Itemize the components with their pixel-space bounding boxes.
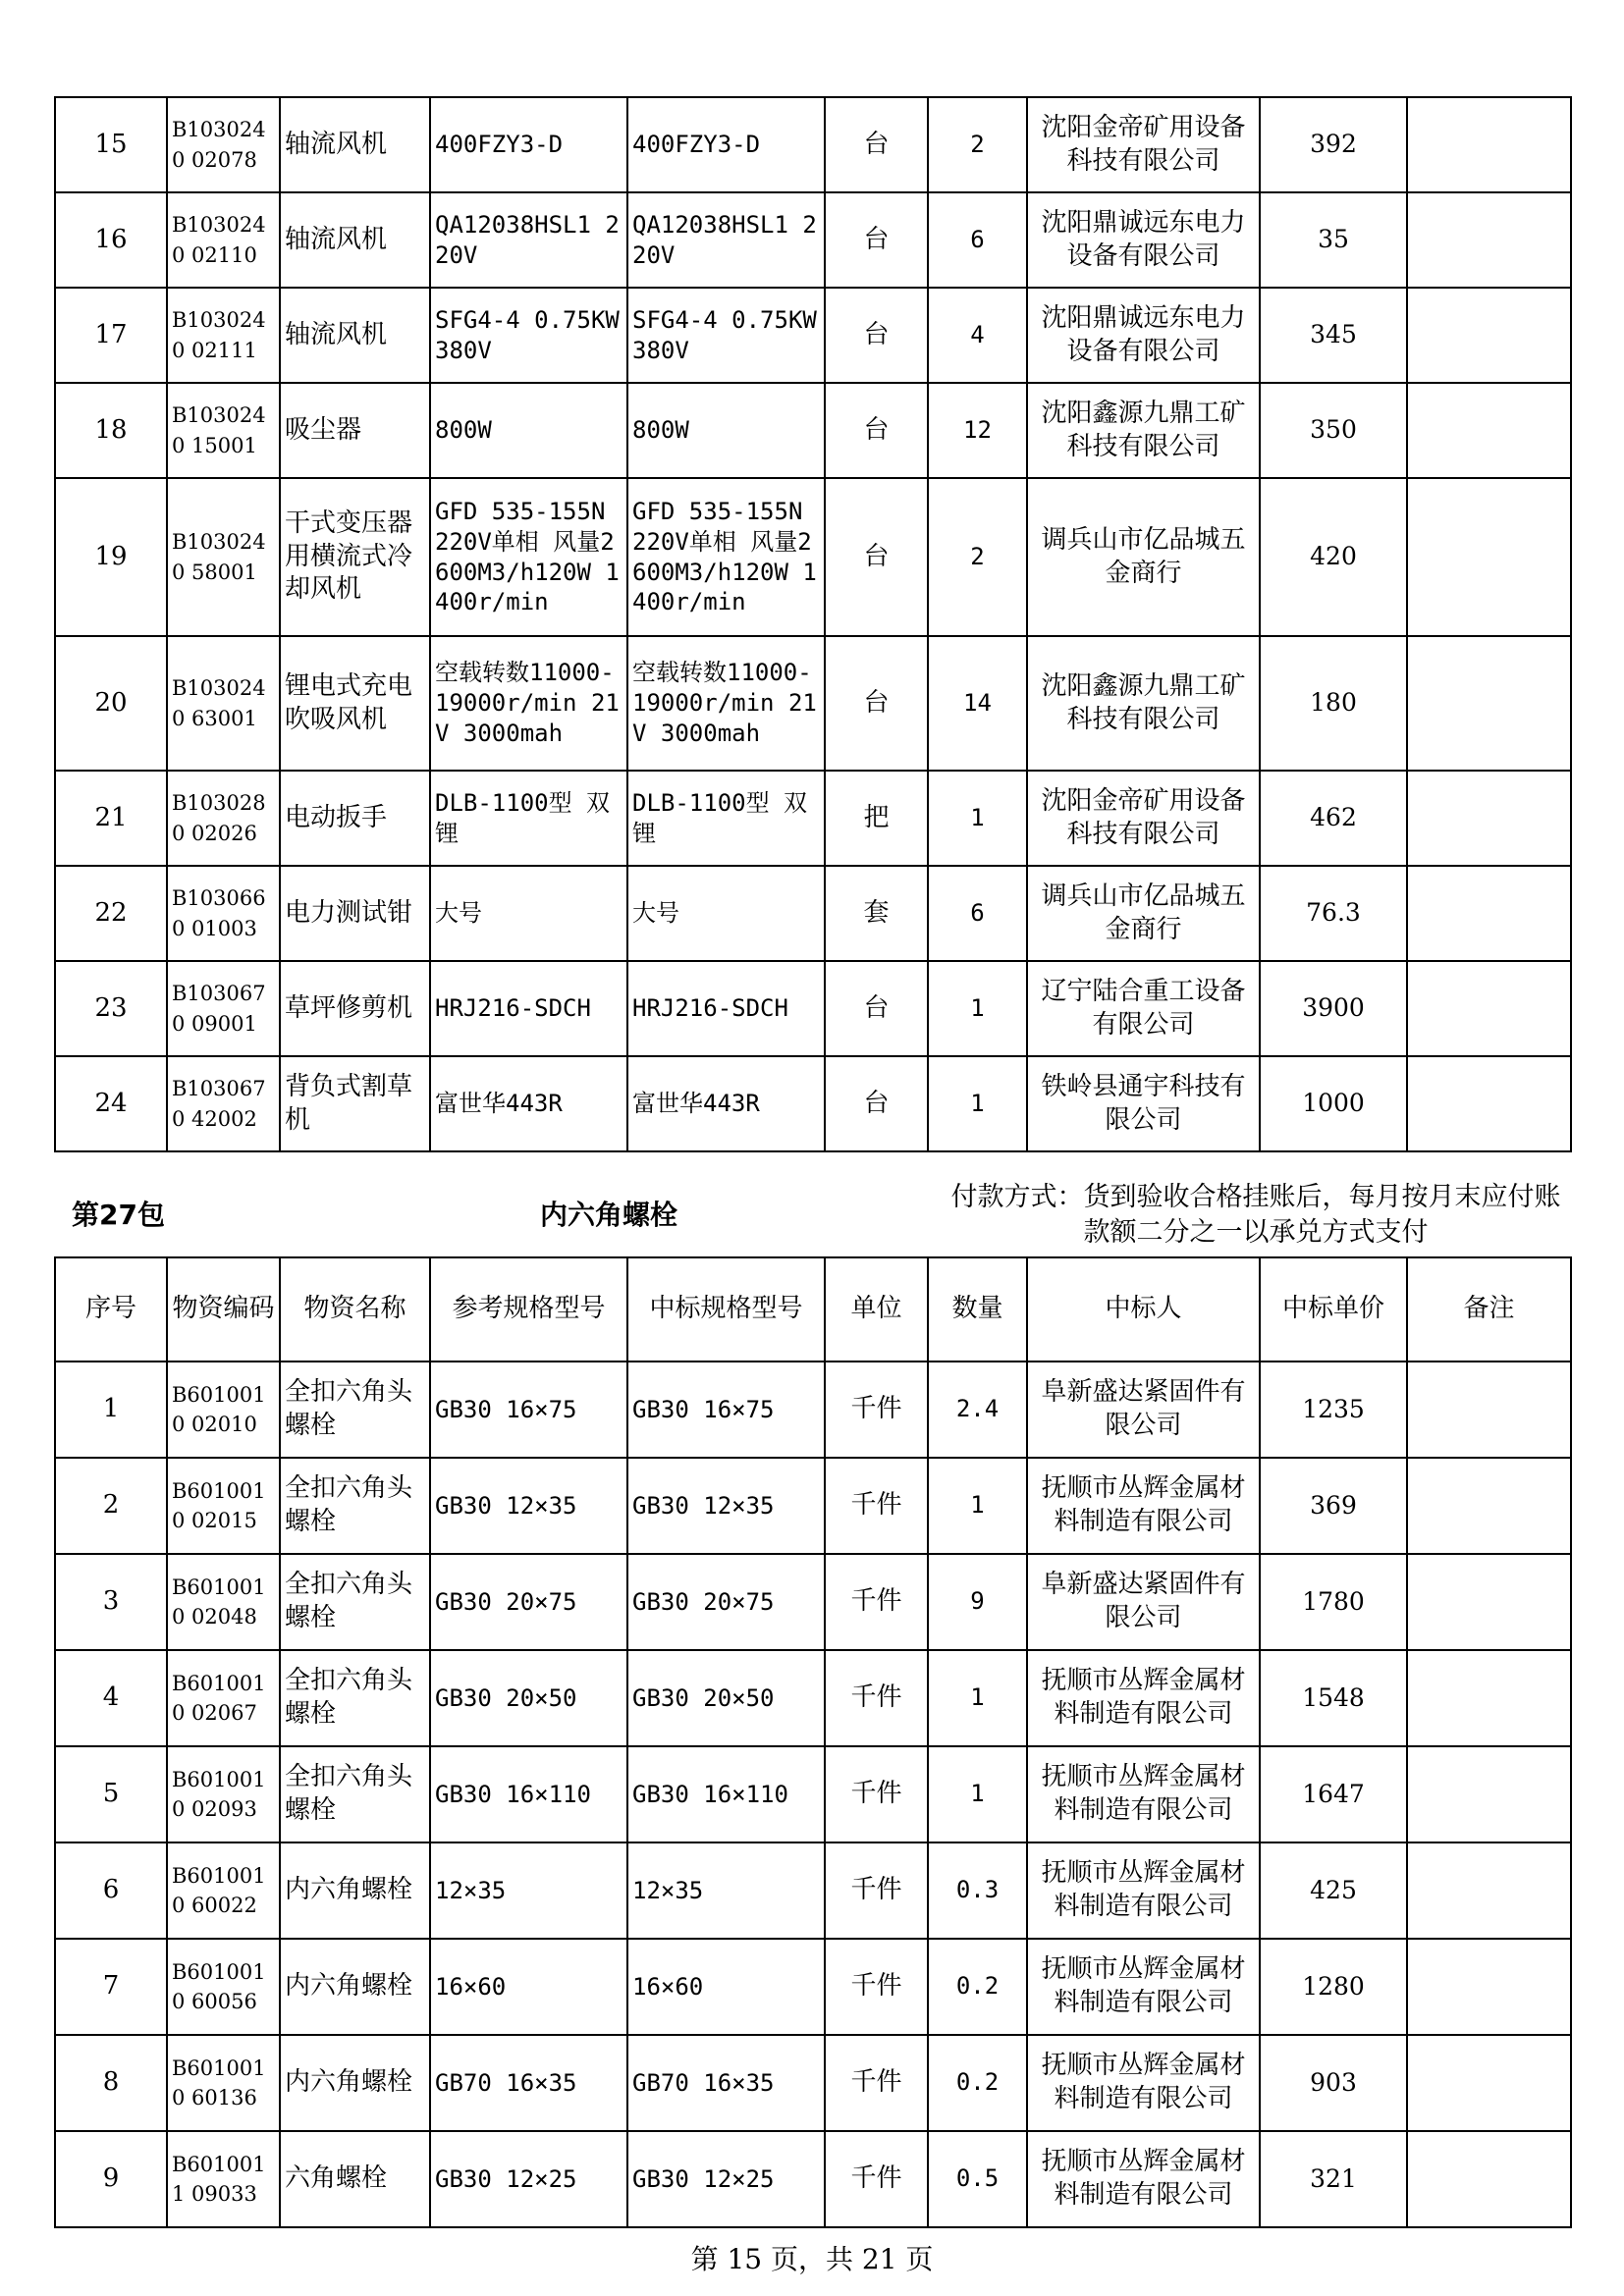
cell-code: B1030240 58001 [167,478,280,636]
cell-qty: 4 [928,288,1027,383]
cell-note [1407,961,1571,1056]
cell-ref-spec: 800W [430,383,627,478]
cell-no: 8 [55,2035,167,2131]
table-row [55,1554,1571,1650]
cell-price: 1548 [1260,1650,1407,1746]
cell-unit: 千件 [825,1746,928,1842]
cell-code: B6010011 09033 [167,2131,280,2227]
cell-no: 20 [55,636,167,771]
cell-no: 7 [55,1939,167,2035]
cell-winner: 调兵山市亿品城五金商行 [1027,478,1260,636]
cell-winner: 抚顺市丛辉金属材料制造有限公司 [1027,1746,1260,1842]
cell-ref-spec: GB30 20×50 [430,1650,627,1746]
cell-win-spec: GB30 12×25 [627,2131,825,2227]
cell-no: 22 [55,866,167,961]
cell-win-spec: 12×35 [627,1842,825,1939]
cell-name: 轴流风机 [280,97,430,192]
cell-price: 1235 [1260,1362,1407,1458]
cell-price: 350 [1260,383,1407,478]
cell-note [1407,1458,1571,1554]
cell-qty: 14 [928,636,1027,771]
cell-ref-spec: DLB-1100型 双锂 [430,771,627,866]
cell-name: 背负式割草机 [280,1056,430,1151]
cell-win-spec: GB30 20×50 [627,1650,825,1746]
cell-note [1407,1842,1571,1939]
cell-code: B1030240 63001 [167,636,280,771]
cell-qty: 12 [928,383,1027,478]
cell-note [1407,1554,1571,1650]
cell-no: 2 [55,1458,167,1554]
header-winner: 中标人 [1027,1257,1260,1362]
cell-note [1407,866,1571,961]
cell-win-spec: 大号 [627,866,825,961]
cell-price: 3900 [1260,961,1407,1056]
cell-name: 全扣六角头螺栓 [280,1746,430,1842]
cell-qty: 2.4 [928,1362,1027,1458]
cell-ref-spec: SFG4-4 0.75KW 380V [430,288,627,383]
cell-price: 1000 [1260,1056,1407,1151]
package-label: 第27包 [72,1199,165,1231]
cell-note [1407,1939,1571,2035]
cell-code: B1030670 09001 [167,961,280,1056]
table-row [55,1650,1571,1746]
cell-no: 23 [55,961,167,1056]
cell-note [1407,288,1571,383]
cell-price: 1280 [1260,1939,1407,2035]
cell-unit: 千件 [825,1650,928,1746]
cell-qty: 6 [928,192,1027,288]
cell-price: 392 [1260,97,1407,192]
cell-winner: 沈阳鼎诚远东电力设备有限公司 [1027,192,1260,288]
cell-code: B1030240 02078 [167,97,280,192]
cell-price: 35 [1260,192,1407,288]
table-row [55,636,1571,771]
cell-ref-spec: 大号 [430,866,627,961]
header-code: 物资编码 [167,1257,280,1362]
cell-winner: 抚顺市丛辉金属材料制造有限公司 [1027,1842,1260,1939]
cell-unit: 千件 [825,1842,928,1939]
cell-price: 420 [1260,478,1407,636]
cell-winner: 阜新盛达紧固件有限公司 [1027,1554,1260,1650]
header-qty: 数量 [928,1257,1027,1362]
cell-unit: 把 [825,771,928,866]
table1-body [55,97,1571,1151]
cell-no: 9 [55,2131,167,2227]
cell-ref-spec: 空载转数11000-19000r/min 21V 3000mah [430,636,627,771]
cell-win-spec: GB30 16×75 [627,1362,825,1458]
cell-note [1407,1056,1571,1151]
cell-winner: 调兵山市亿品城五金商行 [1027,866,1260,961]
cell-ref-spec: QA12038HSL1 220V [430,192,627,288]
cell-name: 轴流风机 [280,192,430,288]
header-ref-spec: 参考规格型号 [430,1257,627,1362]
cell-unit: 千件 [825,1458,928,1554]
cell-win-spec: HRJ216-SDCH [627,961,825,1056]
cell-price: 321 [1260,2131,1407,2227]
cell-unit: 千件 [825,1362,928,1458]
cell-win-spec: 空载转数11000-19000r/min 21V 3000mah [627,636,825,771]
cell-win-spec: QA12038HSL1 220V [627,192,825,288]
cell-name: 锂电式充电吹吸风机 [280,636,430,771]
cell-winner: 抚顺市丛辉金属材料制造有限公司 [1027,2035,1260,2131]
items-table-continued [54,96,1572,1152]
cell-ref-spec: GB30 16×75 [430,1362,627,1458]
cell-qty: 0.5 [928,2131,1027,2227]
cell-qty: 1 [928,1056,1027,1151]
cell-name: 电力测试钳 [280,866,430,961]
cell-qty: 1 [928,1746,1027,1842]
cell-no: 24 [55,1056,167,1151]
cell-code: B1030240 02110 [167,192,280,288]
cell-name: 全扣六角头螺栓 [280,1554,430,1650]
package-name: 内六角螺栓 [540,1199,678,1231]
cell-winner: 沈阳金帝矿用设备科技有限公司 [1027,97,1260,192]
cell-win-spec: GB30 20×75 [627,1554,825,1650]
cell-no: 6 [55,1842,167,1939]
cell-qty: 6 [928,866,1027,961]
cell-winner: 沈阳金帝矿用设备科技有限公司 [1027,771,1260,866]
cell-name: 全扣六角头螺栓 [280,1362,430,1458]
table2-body [55,1362,1571,2227]
cell-win-spec: DLB-1100型 双锂 [627,771,825,866]
table-row [55,192,1571,288]
table2-header-row [55,1257,1571,1362]
cell-note [1407,1746,1571,1842]
cell-qty: 2 [928,478,1027,636]
cell-name: 吸尘器 [280,383,430,478]
cell-code: B1030240 15001 [167,383,280,478]
cell-name: 干式变压器用横流式冷却风机 [280,478,430,636]
cell-qty: 0.3 [928,1842,1027,1939]
cell-name: 草坪修剪机 [280,961,430,1056]
cell-price: 180 [1260,636,1407,771]
cell-code: B6010010 02093 [167,1746,280,1842]
cell-no: 15 [55,97,167,192]
cell-winner: 沈阳鑫源九鼎工矿科技有限公司 [1027,636,1260,771]
table-row [55,383,1571,478]
cell-code: B1030670 42002 [167,1056,280,1151]
cell-code: B6010010 60056 [167,1939,280,2035]
cell-qty: 0.2 [928,1939,1027,2035]
cell-qty: 1 [928,1650,1027,1746]
table-row [55,1746,1571,1842]
cell-note [1407,478,1571,636]
cell-note [1407,636,1571,771]
header-name: 物资名称 [280,1257,430,1362]
table-row [55,961,1571,1056]
cell-unit: 台 [825,192,928,288]
cell-code: B1030660 01003 [167,866,280,961]
cell-qty: 1 [928,961,1027,1056]
cell-winner: 铁岭县通宇科技有限公司 [1027,1056,1260,1151]
table-row [55,97,1571,192]
cell-price: 903 [1260,2035,1407,2131]
cell-price: 425 [1260,1842,1407,1939]
header-no: 序号 [55,1257,167,1362]
cell-ref-spec: 12×35 [430,1842,627,1939]
cell-unit: 台 [825,288,928,383]
cell-no: 21 [55,771,167,866]
cell-no: 18 [55,383,167,478]
cell-ref-spec: HRJ216-SDCH [430,961,627,1056]
cell-code: B6010010 60022 [167,1842,280,1939]
package-27-table [54,1256,1572,2228]
cell-note [1407,771,1571,866]
cell-qty: 2 [928,97,1027,192]
cell-win-spec: 800W [627,383,825,478]
cell-win-spec: GB70 16×35 [627,2035,825,2131]
table-row [55,2035,1571,2131]
table-row [55,288,1571,383]
cell-qty: 1 [928,771,1027,866]
cell-unit: 千件 [825,2035,928,2131]
cell-no: 17 [55,288,167,383]
cell-price: 1647 [1260,1746,1407,1842]
table-row [55,866,1571,961]
table-row [55,1458,1571,1554]
cell-code: B6010010 02067 [167,1650,280,1746]
cell-no: 1 [55,1362,167,1458]
table-row [55,1056,1571,1151]
cell-qty: 1 [928,1458,1027,1554]
cell-name: 轴流风机 [280,288,430,383]
cell-qty: 9 [928,1554,1027,1650]
cell-unit: 千件 [825,1554,928,1650]
cell-code: B6010010 60136 [167,2035,280,2131]
cell-unit: 台 [825,1056,928,1151]
cell-note [1407,97,1571,192]
cell-no: 19 [55,478,167,636]
cell-price: 76.3 [1260,866,1407,961]
cell-no: 4 [55,1650,167,1746]
cell-winner: 抚顺市丛辉金属材料制造有限公司 [1027,1939,1260,2035]
cell-note [1407,2035,1571,2131]
cell-win-spec: SFG4-4 0.75KW 380V [627,288,825,383]
cell-winner: 沈阳鼎诚远东电力设备有限公司 [1027,288,1260,383]
cell-unit: 台 [825,383,928,478]
page-number-footer: 第 15 页，共 21 页 [690,2243,934,2275]
cell-ref-spec: GB30 12×35 [430,1458,627,1554]
table-row [55,771,1571,866]
cell-win-spec: 16×60 [627,1939,825,2035]
cell-winner: 辽宁陆合重工设备有限公司 [1027,961,1260,1056]
cell-winner: 阜新盛达紧固件有限公司 [1027,1362,1260,1458]
cell-ref-spec: 16×60 [430,1939,627,2035]
cell-code: B1030280 02026 [167,771,280,866]
cell-unit: 千件 [825,2131,928,2227]
cell-note [1407,2131,1571,2227]
cell-name: 内六角螺栓 [280,1939,430,2035]
cell-win-spec: GB30 12×35 [627,1458,825,1554]
cell-note [1407,1362,1571,1458]
cell-note [1407,1650,1571,1746]
cell-winner: 抚顺市丛辉金属材料制造有限公司 [1027,1458,1260,1554]
cell-ref-spec: GB30 12×25 [430,2131,627,2227]
cell-win-spec: GFD 535-155N 220V单相 风量2600M3/h120W 1400r/min [627,478,825,636]
header-price: 中标单价 [1260,1257,1407,1362]
table-row [55,2131,1571,2227]
table-row [55,1939,1571,2035]
cell-ref-spec: GB30 16×110 [430,1746,627,1842]
cell-name: 六角螺栓 [280,2131,430,2227]
table-row [55,1842,1571,1939]
cell-ref-spec: 400FZY3-D [430,97,627,192]
cell-name: 全扣六角头螺栓 [280,1650,430,1746]
cell-name: 全扣六角头螺栓 [280,1458,430,1554]
cell-winner: 抚顺市丛辉金属材料制造有限公司 [1027,2131,1260,2227]
cell-code: B1030240 02111 [167,288,280,383]
payment-terms: 付款方式：货到验收合格挂账后，每月按月末应付账款额二分之一以承兑方式支付 [950,1182,1561,1248]
header-win-spec: 中标规格型号 [627,1257,825,1362]
cell-unit: 台 [825,961,928,1056]
cell-win-spec: 400FZY3-D [627,97,825,192]
cell-no: 16 [55,192,167,288]
cell-unit: 台 [825,636,928,771]
table-row [55,478,1571,636]
cell-note [1407,383,1571,478]
cell-no: 3 [55,1554,167,1650]
cell-winner: 抚顺市丛辉金属材料制造有限公司 [1027,1650,1260,1746]
cell-qty: 0.2 [928,2035,1027,2131]
header-unit: 单位 [825,1257,928,1362]
cell-unit: 台 [825,97,928,192]
cell-price: 345 [1260,288,1407,383]
cell-win-spec: GB30 16×110 [627,1746,825,1842]
cell-win-spec: 富世华443R [627,1056,825,1151]
cell-note [1407,192,1571,288]
cell-name: 电动扳手 [280,771,430,866]
cell-unit: 千件 [825,1939,928,2035]
cell-unit: 套 [825,866,928,961]
cell-ref-spec: GB70 16×35 [430,2035,627,2131]
cell-ref-spec: 富世华443R [430,1056,627,1151]
cell-winner: 沈阳鑫源九鼎工矿科技有限公司 [1027,383,1260,478]
cell-ref-spec: GFD 535-155N 220V单相 风量2600M3/h120W 1400r/min [430,478,627,636]
cell-price: 369 [1260,1458,1407,1554]
cell-code: B6010010 02010 [167,1362,280,1458]
cell-unit: 台 [825,478,928,636]
header-note: 备注 [1407,1257,1571,1362]
cell-ref-spec: GB30 20×75 [430,1554,627,1650]
cell-name: 内六角螺栓 [280,1842,430,1939]
cell-no: 5 [55,1746,167,1842]
cell-price: 1780 [1260,1554,1407,1650]
cell-name: 内六角螺栓 [280,2035,430,2131]
cell-code: B6010010 02015 [167,1458,280,1554]
package-header [54,1182,1570,1251]
cell-price: 462 [1260,771,1407,866]
cell-code: B6010010 02048 [167,1554,280,1650]
table-row [55,1362,1571,1458]
